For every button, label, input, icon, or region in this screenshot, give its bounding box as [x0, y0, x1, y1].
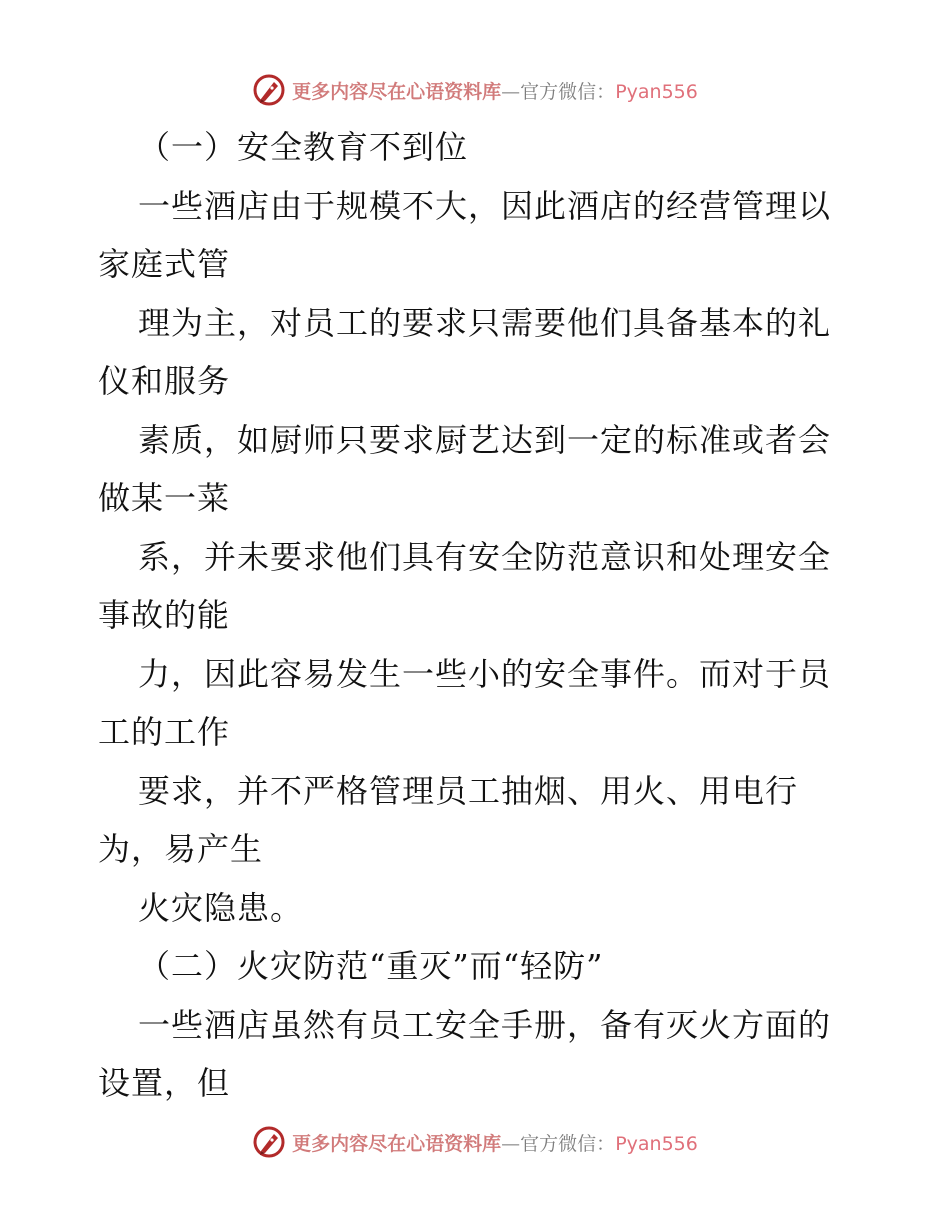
paragraph-line: 一些酒店虽然有员工安全手册，备有灭火方面的 [138, 1005, 832, 1044]
paragraph-line: 理为主，对员工的要求只需要他们具备基本的礼 [138, 303, 832, 342]
watermark-wechat-label: 官方微信： [520, 80, 616, 103]
pen-nib-circle-logo-icon [252, 1125, 286, 1159]
paragraph-line: 素质，如厨师只要求厨艺达到一定的标准或者会 [138, 420, 832, 459]
paragraph-line: 系，并未要求他们具有安全防范意识和处理安全 [138, 537, 832, 576]
document-body [98, 118, 858, 1113]
watermark-wechat-label: 官方微信： [520, 1132, 616, 1155]
paragraph-line: （二）火灾防范“重灭”而“轻防” [138, 947, 604, 985]
paragraph-line: 火灾隐患。 [138, 888, 304, 927]
paragraph-line: 做某一菜 [98, 479, 231, 517]
watermark-separator: — [501, 1132, 521, 1155]
watermark-text [292, 77, 698, 104]
watermark-site: 更多内容尽在心语资料库 [292, 1132, 502, 1155]
watermark-site: 更多内容尽在心语资料库 [292, 80, 502, 103]
paragraph-line: 要求，并不严格管理员工抽烟、用火、用电行 [138, 771, 799, 810]
paragraph-line: 一些酒店由于规模不大，因此酒店的经营管理以 [138, 186, 832, 225]
watermark-separator: — [501, 80, 521, 103]
paragraph-line: 仪和服务 [98, 362, 231, 400]
paragraph-line: 事故的能 [98, 596, 231, 634]
paragraph-line: 为，易产生 [98, 830, 264, 868]
watermark-header [0, 70, 950, 110]
pen-nib-circle-logo-icon [252, 73, 286, 107]
paragraph-line: 工的工作 [98, 713, 231, 751]
paragraph-line: （一）安全教育不到位 [138, 128, 469, 166]
watermark-footer [0, 1122, 950, 1162]
paragraph-line: 家庭式管 [98, 245, 231, 283]
watermark-text [292, 1129, 698, 1156]
paragraph-line: 设置，但 [98, 1064, 231, 1102]
watermark-wechat-id: Pyan556 [615, 80, 698, 103]
watermark-wechat-id: Pyan556 [615, 1132, 698, 1155]
paragraph-line: 力，因此容易发生一些小的安全事件。而对于员 [138, 654, 832, 693]
